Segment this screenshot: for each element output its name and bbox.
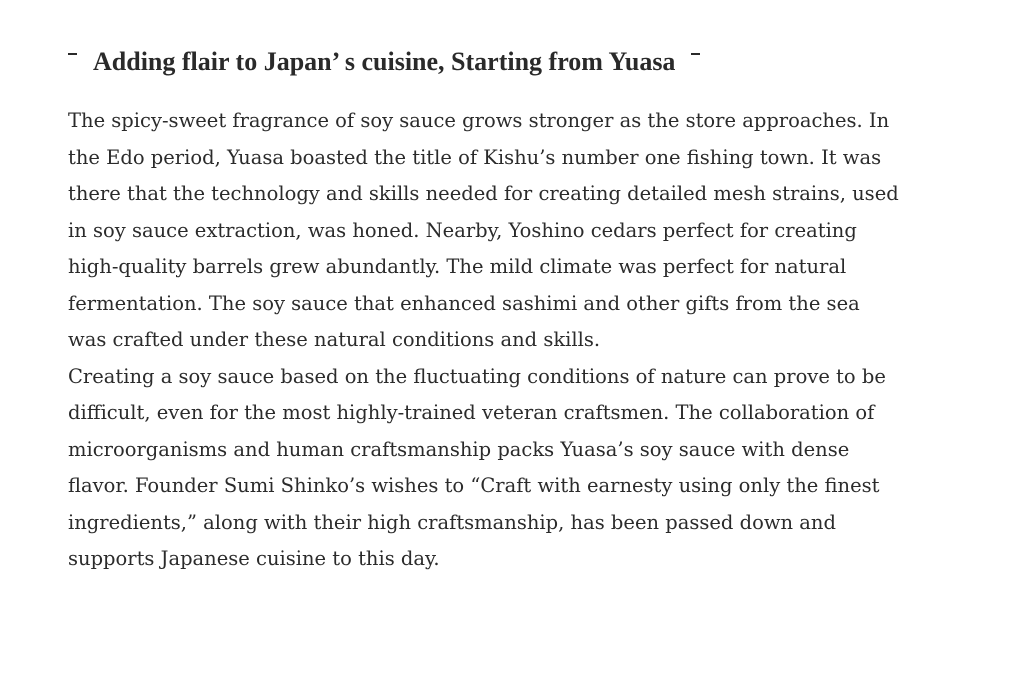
heading-dash-left [68, 53, 77, 55]
paragraph-line: supports Japanese cuisine to this day. [68, 547, 440, 570]
paragraph-line: Creating a soy sauce based on the fluctuating conditions of nature can prove to be [68, 364, 886, 388]
paragraph-line: was crafted under these natural conditions and skills. [68, 328, 601, 351]
section-heading [68, 42, 968, 82]
paragraph-line: flavor. Founder Sumi Shinko’s wishes to “Craft with earnesty using only the finest [68, 474, 880, 497]
paragraph-line: in soy sauce extraction, was honed. Nearby, Yoshino cedars perfect for creating [68, 218, 857, 242]
paragraph-line: microorganisms and human craftsmanship packs Yuasa’s soy sauce with dense [68, 437, 850, 461]
heading-dash-right [691, 53, 700, 55]
paragraph-line: there that the technology and skills needed for creating detailed mesh strains, used [68, 182, 899, 205]
paragraph-2 [68, 359, 998, 578]
paragraph-line: fermentation. The soy sauce that enhanced sashimi and other gifts from the sea [68, 291, 860, 315]
paragraph-line: difficult, even for the most highly-trained veteran craftsmen. The collaboration of [68, 401, 875, 424]
paragraph-1 [68, 103, 998, 359]
body-text [68, 103, 998, 578]
paragraph-line: the Edo period, Yuasa boasted the title of Kishu’s number one fishing town. It was [68, 145, 882, 169]
paragraph-line: ingredients,” along with their high craftsmanship, has been passed down and [68, 510, 836, 534]
heading-title: Adding flair to Japan’ s cuisine, Starting from Yuasa [93, 47, 676, 76]
paragraph-line: high-quality barrels grew abundantly. The mild climate was perfect for natural [68, 255, 847, 278]
paragraph-line: The spicy-sweet fragrance of soy sauce grows stronger as the store approaches. In [68, 109, 890, 132]
